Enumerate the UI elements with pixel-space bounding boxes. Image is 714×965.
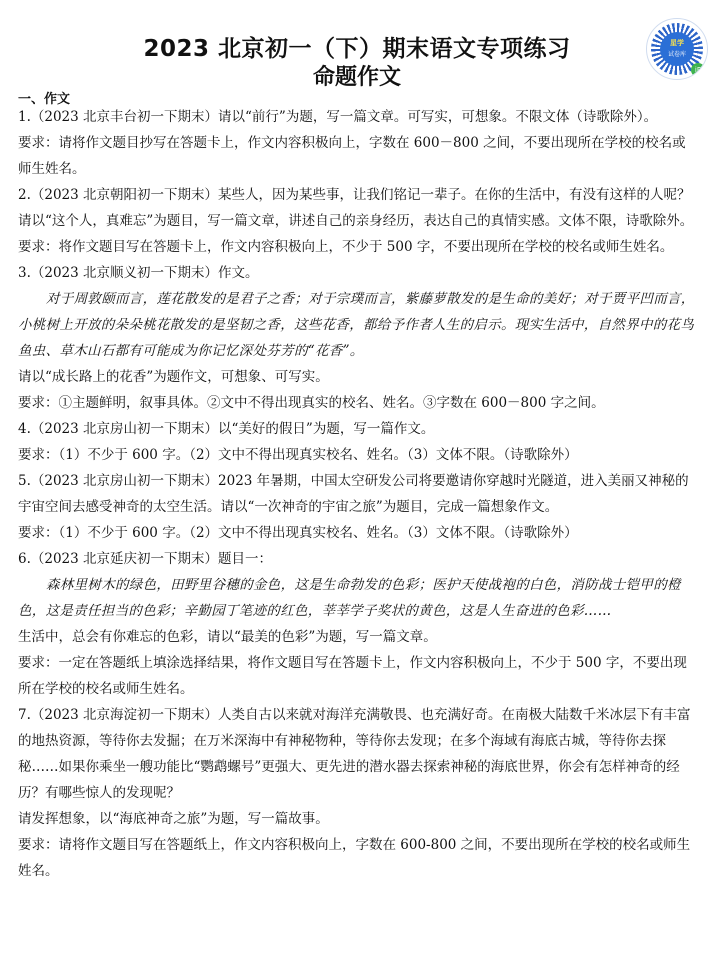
section-heading: 一、作文 (18, 92, 71, 107)
q7-material: 7.（2023 北京海淀初一下期末）人类自古以来就对海洋充满敬畏、也充满好奇。在南极大陆数千米冰层下有丰富的地热资源，等待你去发掘；在万米深海中有神秘物种，等待你去发现；在多个海域有海底古城，等待你去探秘……如果你乘坐一艘功能比“鹦鹉螺号”更强大、更先进的潜水器去探索神秘的海底世界，你会有怎样神奇的经历？有哪些惊人的发现呢？ (18, 707, 691, 801)
q1-prompt: 1.（2023 北京丰台初一下期末）请以“前行”为题，写一篇文章。可写实，可想象。不限文体（诗歌除外）。 (18, 109, 658, 125)
document-title: 2023 北京初一（下）期末语文专项练习 (143, 36, 571, 62)
q2-prompt: 2.（2023 北京朝阳初一下期末）某些人，因为某些事，让我们铭记一辈子。在你的生活中，有没有这样的人呢？请以“这个人，真难忘”为题目，写一篇文章，讲述自己的亲身经历，表达自己的真情实感。文体不限，诗歌除外。 (18, 187, 694, 229)
q5-requirements: 要求：（1）不少于 600 字。（2）文中不得出现真实校名、姓名。（3）文体不限。（诗歌除外） (18, 525, 578, 541)
q3-material: 对于周敦颐而言，莲花散发的是君子之香；对于宗璞而言，紫藤萝散发的是生命的美好；对于贾平凹而言，小桃树上开放的朵朵桃花散发的是坚韧之香，这些花香，都给予作者人生的启示。现实生活中，自然界中的花鸟鱼虫、草木山石都有可能成为你记忆深处芬芳的“花香”。 (18, 291, 695, 359)
q4-prompt: 4.（2023 北京房山初一下期末）以“美好的假日”为题，写一篇作文。 (18, 421, 435, 437)
q7-prompt: 请发挥想象，以“海底神奇之旅”为题，写一篇故事。 (18, 811, 329, 827)
q7-requirements: 要求：请将作文题目写在答题纸上，作文内容积极向上，字数在 600-800 之间，不要出现所在学校的校名或师生姓名。 (18, 837, 691, 879)
document-subtitle: 命题作文 (312, 65, 401, 90)
q6-prompt: 生活中，总会有你难忘的色彩，请以“最美的色彩”为题，写一篇文章。 (18, 629, 437, 645)
q2-requirements: 要求：将作文题目写在答题卡上，作文内容积极向上，不少于 500 字，不要出现所在学校的校名或师生姓名。 (18, 239, 674, 255)
badge-corner-icon: iP (691, 63, 705, 77)
q3-prompt: 请以“成长路上的花香”为题作文，可想象、可写实。 (18, 369, 329, 385)
q5-prompt: 5.（2023 北京房山初一下期末）2023 年暑期，中国太空研发公司将要邀请你穿越时光隧道，进入美丽又神秘的宇宙空间去感受神奇的太空生活。请以“一次神奇的宇宙之旅”为题目，完成一篇想象作文。 (18, 473, 689, 515)
qr-badge-logo (646, 18, 708, 80)
q6-material: 森林里树木的绿色，田野里谷穗的金色，这是生命勃发的色彩；医护天使战袍的白色，消防战士铠甲的橙色，这是责任担当的色彩；辛勤园丁笔迹的红色，莘莘学子奖状的黄色，这是人生奋进的色彩…… (18, 577, 681, 619)
badge-top-text: 星学 (670, 39, 684, 47)
q3-heading: 3.（2023 北京顺义初一下期末）作文。 (18, 265, 259, 281)
q6-requirements: 要求：一定在答题纸上填涂选择结果，将作文题目写在答题卡上，作文内容积极向上，不少于 500 字，不要出现所在学校的校名或师生姓名。 (18, 655, 687, 697)
q6-heading: 6.（2023 北京延庆初一下期末）题目一： (18, 551, 273, 567)
badge-bottom-text: 试卷库 (667, 51, 686, 58)
q1-requirements: 要求：请将作文题目抄写在答题卡上，作文内容积极向上，字数在 600－800 之间，不要出现所在学校的校名或师生姓名。 (18, 135, 686, 177)
q4-requirements: 要求：（1）不少于 600 字。（2）文中不得出现真实校名、姓名。（3）文体不限。（诗歌除外） (18, 447, 578, 463)
q3-requirements: 要求：①主题鲜明，叙事具体。②文中不得出现真实的校名、姓名。③字数在 600－800 字之间。 (18, 395, 605, 411)
question-list (18, 104, 698, 884)
